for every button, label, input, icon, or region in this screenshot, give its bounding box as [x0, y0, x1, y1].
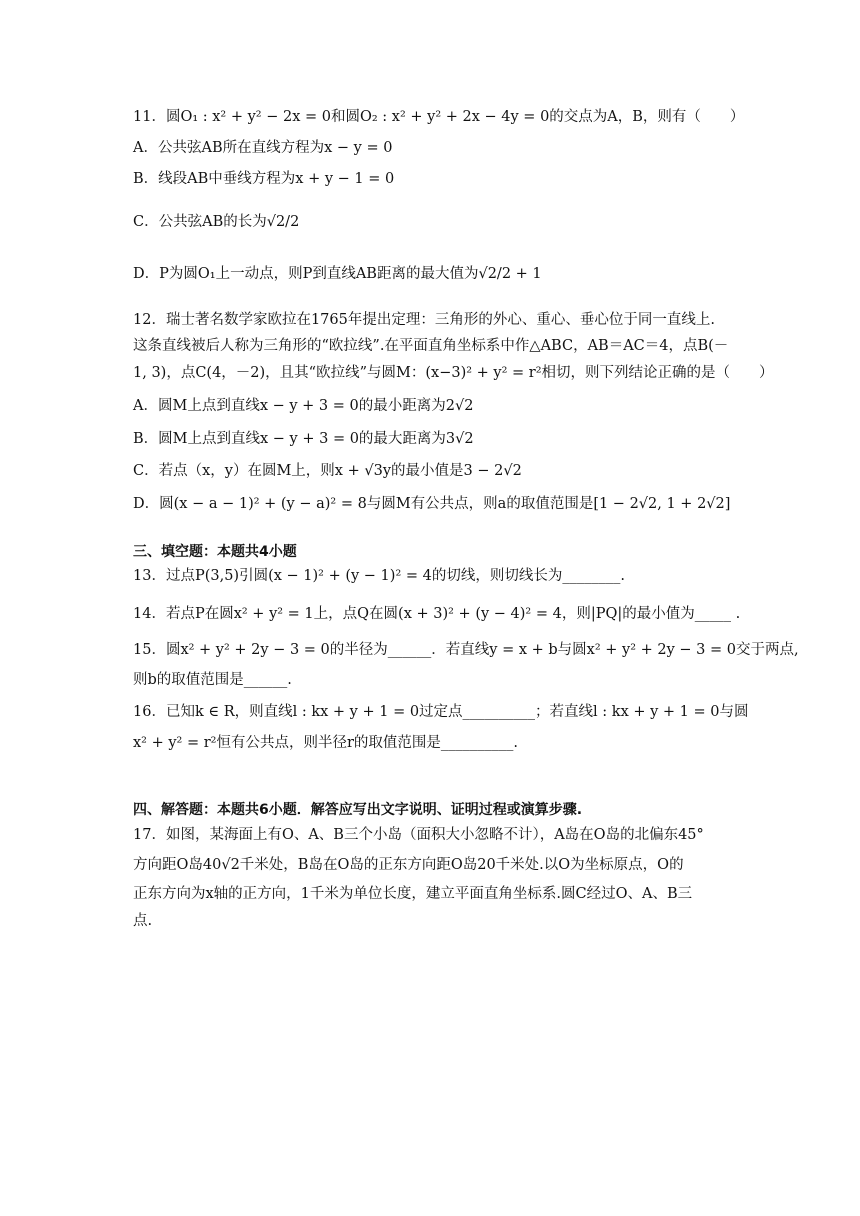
q12-option-a: A．圆M上点到直线x − y + 3 = 0的最小距离为2√2 [133, 398, 474, 414]
q11-stem: 11．圆O₁ : x² + y² − 2x = 0和圆O₂ : x² + y² + 2x − 4y = 0的交点为A，B，则有（ ） [133, 109, 745, 125]
q11-option-a: A．公共弦AB所在直线方程为x − y = 0 [133, 140, 393, 156]
q17-line-4: 点. [133, 913, 153, 929]
q12-line-1: 12．瑞士著名数学家欧拉在1765年提出定理：三角形的外心、重心、垂心位于同一直线上. [133, 312, 715, 328]
section-4-title: 四、解答题：本题共6小题．解答应写出文字说明、证明过程或演算步骤. [133, 802, 583, 818]
q11-option-c: C．公共弦AB的长为√2/2 [133, 214, 300, 230]
q17-line-1: 17．如图，某海面上有O、A、B三个小岛（面积大小忽略不计），A岛在O岛的北偏东45° [133, 827, 704, 843]
q12-option-b: B．圆M上点到直线x − y + 3 = 0的最大距离为3√2 [133, 431, 474, 447]
q15-line-2: 则b的取值范围是______. [133, 672, 292, 688]
q17-line-3: 正东方向为x轴的正方向，1千米为单位长度，建立平面直角坐标系.圆C经过O、A、B三 [133, 886, 693, 902]
q11-option-b: B．线段AB中垂线方程为x + y − 1 = 0 [133, 171, 395, 187]
q15-line-1: 15．圆x² + y² + 2y − 3 = 0的半径为______．若直线y = x + b与圆x² + y² + 2y − 3 = 0交于两点, [133, 642, 799, 658]
q12-line-3: 1, 3)，点C(4，－2)，且其“欧拉线”与圆M：(x−3)² + y² = r²相切，则下列结论正确的是（ ） [133, 365, 774, 381]
q12-option-c: C．若点（x，y）在圆M上，则x + √3y的最小值是3 − 2√2 [133, 463, 522, 479]
q11-option-d: D．P为圆O₁上一动点，则P到直线AB距离的最大值为√2/2 + 1 [133, 266, 542, 282]
q12-option-d: D．圆(x − a − 1)² + (y − a)² = 8与圆M有公共点，则a的取值范围是[1 − 2√2, 1 + 2√2] [133, 496, 731, 512]
section-3-title: 三、填空题：本题共4小题 [133, 544, 297, 560]
q12-line-2: 这条直线被后人称为三角形的“欧拉线”.在平面直角坐标系中作△ABC，AB＝AC＝4，点B(－ [133, 338, 729, 354]
q16-line-2: x² + y² = r²恒有公共点，则半径r的取值范围是__________. [133, 735, 519, 751]
q14: 14．若点P在圆x² + y² = 1上，点Q在圆(x + 3)² + (y − 4)² = 4，则|PQ|的最小值为_____ . [133, 606, 741, 622]
q16-line-1: 16．已知k ∈ R，则直线l : kx + y + 1 = 0过定点__________；若直线l : kx + y + 1 = 0与圆 [133, 704, 749, 720]
q17-line-2: 方向距O岛40√2千米处，B岛在O岛的正东方向距O岛20千米处.以O为坐标原点，O的 [133, 857, 684, 873]
q13: 13．过点P(3,5)引圆(x − 1)² + (y − 1)² = 4的切线，则切线长为________. [133, 568, 625, 584]
